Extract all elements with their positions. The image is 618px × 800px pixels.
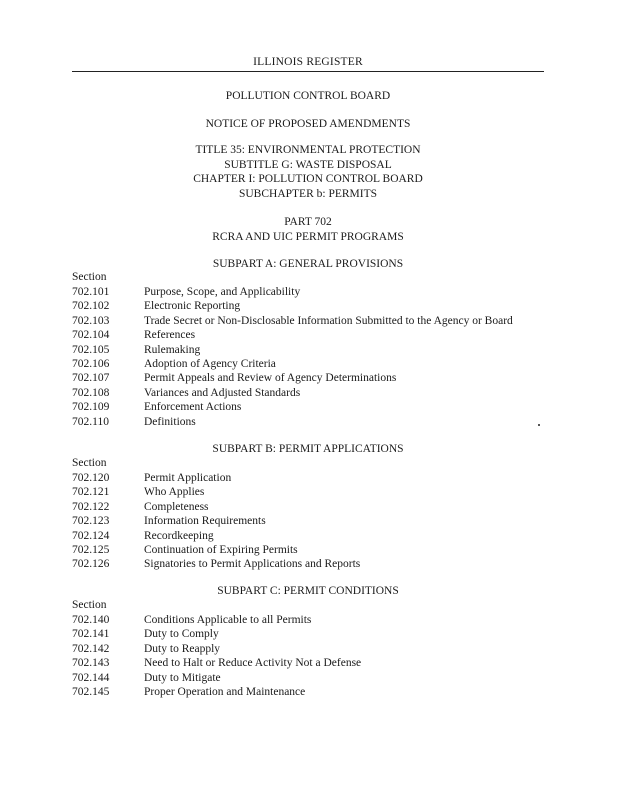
section-number: 702.108 bbox=[72, 386, 110, 399]
section-label: Section bbox=[72, 599, 107, 611]
section-label: Section bbox=[72, 457, 107, 469]
subpart-c-sections bbox=[72, 613, 361, 699]
section-title: Duty to Reapply bbox=[144, 642, 221, 655]
register-rule bbox=[72, 71, 544, 72]
section-row bbox=[72, 642, 361, 656]
section-row bbox=[72, 371, 513, 385]
section-number: 702.140 bbox=[72, 614, 110, 626]
section-row bbox=[72, 299, 513, 313]
subtitle-line: SUBTITLE G: WASTE DISPOSAL bbox=[224, 158, 392, 171]
section-number: 702.121 bbox=[72, 486, 110, 499]
section-title: Variances and Adjusted Standards bbox=[144, 386, 301, 399]
section-number: 702.145 bbox=[72, 685, 110, 698]
section-row bbox=[72, 627, 361, 641]
subpart-c-heading: SUBPART C: PERMIT CONDITIONS bbox=[217, 585, 399, 597]
subpart-b-sections bbox=[72, 471, 360, 572]
section-number: 702.123 bbox=[72, 515, 110, 528]
section-number: 702.106 bbox=[72, 357, 110, 370]
section-row bbox=[72, 471, 360, 485]
register-title: ILLINOIS REGISTER bbox=[249, 56, 367, 68]
section-number: 702.126 bbox=[72, 558, 110, 571]
section-number: 702.110 bbox=[72, 415, 109, 428]
section-number: 702.141 bbox=[72, 628, 110, 641]
section-title: Need to Halt or Reduce Activity Not a Defense bbox=[144, 657, 362, 670]
section-title: Continuation of Expiring Permits bbox=[144, 543, 298, 556]
section-row bbox=[72, 386, 513, 400]
section-title: Permit Application bbox=[144, 472, 232, 484]
notice-title: NOTICE OF PROPOSED AMENDMENTS bbox=[205, 118, 411, 130]
section-number: 702.125 bbox=[72, 543, 110, 556]
section-number: 702.104 bbox=[72, 329, 110, 342]
section-number: 702.144 bbox=[72, 671, 110, 684]
subchapter-line: SUBCHAPTER b: PERMITS bbox=[238, 187, 378, 200]
section-row bbox=[72, 613, 361, 627]
section-row bbox=[72, 400, 513, 414]
title-line: TITLE 35: ENVIRONMENTAL PROTECTION bbox=[195, 144, 421, 156]
section-row bbox=[72, 543, 360, 557]
section-row bbox=[72, 685, 361, 699]
part-block bbox=[72, 215, 544, 244]
section-row bbox=[72, 500, 360, 514]
section-number: 702.122 bbox=[72, 500, 110, 513]
section-title: Rulemaking bbox=[144, 343, 201, 356]
section-label: Section bbox=[72, 271, 107, 283]
subpart-a-sections bbox=[72, 285, 513, 429]
section-row bbox=[72, 415, 513, 429]
section-title: Purpose, Scope, and Applicability bbox=[144, 286, 301, 298]
section-number: 702.103 bbox=[72, 314, 110, 327]
section-title: Completeness bbox=[144, 500, 209, 513]
section-title: Recordkeeping bbox=[144, 529, 214, 542]
part-number: PART 702 bbox=[284, 216, 332, 228]
section-row bbox=[72, 314, 513, 328]
section-number: 702.109 bbox=[72, 401, 110, 414]
section-number: 702.142 bbox=[72, 642, 110, 655]
board-name: POLLUTION CONTROL BOARD bbox=[225, 90, 391, 102]
section-row bbox=[72, 557, 360, 571]
subpart-a-heading: SUBPART A: GENERAL PROVISIONS bbox=[212, 258, 404, 270]
section-number: 702.124 bbox=[72, 529, 110, 542]
section-row bbox=[72, 514, 360, 528]
part-name: RCRA AND UIC PERMIT PROGRAMS bbox=[212, 230, 404, 243]
section-row bbox=[72, 671, 361, 685]
section-title: Who Applies bbox=[144, 486, 205, 499]
section-title: Trade Secret or Non-Disclosable Information Submitted to the Agency or Board bbox=[144, 314, 513, 327]
section-title: Definitions bbox=[144, 415, 196, 428]
section-title: Adoption of Agency Criteria bbox=[144, 357, 276, 370]
section-number: 702.101 bbox=[72, 286, 110, 298]
section-row bbox=[72, 285, 513, 299]
section-title: Enforcement Actions bbox=[144, 401, 242, 414]
section-row bbox=[72, 485, 360, 499]
chapter-line: CHAPTER I: POLLUTION CONTROL BOARD bbox=[193, 173, 423, 185]
section-title: Electronic Reporting bbox=[144, 300, 241, 313]
section-title: Duty to Mitigate bbox=[144, 671, 221, 684]
section-title: Conditions Applicable to all Permits bbox=[144, 614, 312, 626]
section-title: Permit Appeals and Review of Agency Determinations bbox=[144, 372, 397, 385]
subpart-b-heading: SUBPART B: PERMIT APPLICATIONS bbox=[212, 443, 404, 455]
section-row bbox=[72, 656, 361, 670]
section-number: 702.102 bbox=[72, 300, 110, 313]
section-row bbox=[72, 328, 513, 342]
title-block bbox=[72, 143, 544, 201]
stray-mark bbox=[538, 424, 540, 426]
section-title: Information Requirements bbox=[144, 515, 266, 528]
section-title: Signatories to Permit Applications and Reports bbox=[144, 558, 361, 571]
section-number: 702.143 bbox=[72, 657, 110, 670]
section-number: 702.105 bbox=[72, 343, 110, 356]
section-title: Proper Operation and Maintenance bbox=[144, 685, 306, 698]
section-number: 702.107 bbox=[72, 372, 110, 385]
section-title: Duty to Comply bbox=[144, 628, 219, 641]
register-header bbox=[72, 56, 544, 68]
section-title: References bbox=[144, 329, 196, 342]
section-row bbox=[72, 357, 513, 371]
section-row bbox=[72, 529, 360, 543]
section-row bbox=[72, 343, 513, 357]
section-number: 702.120 bbox=[72, 472, 110, 484]
